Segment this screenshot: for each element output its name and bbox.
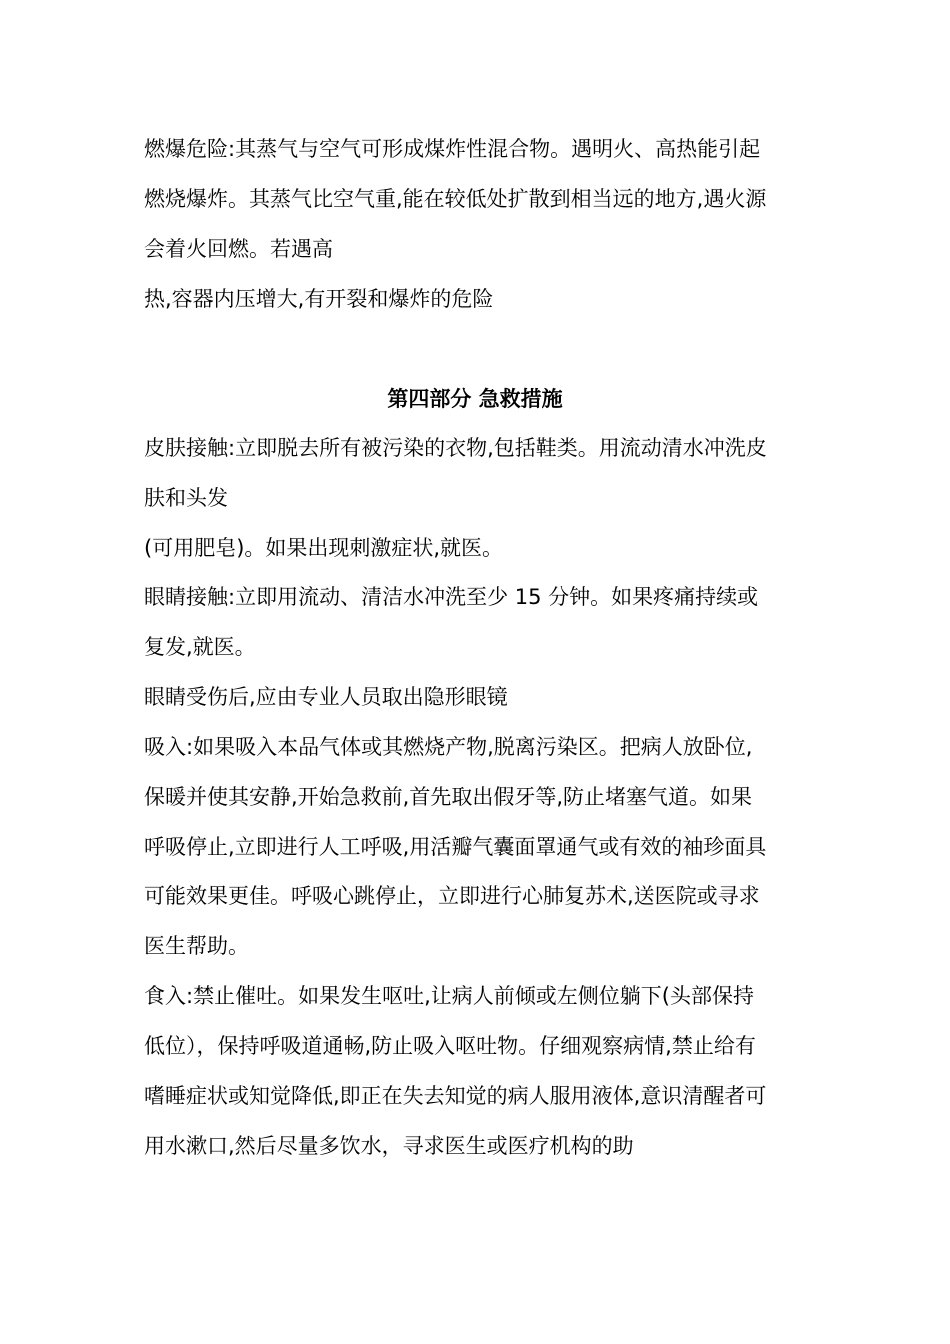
first-aid-line: 医生帮助。	[144, 934, 249, 958]
first-aid-line: 低位），保持呼吸道通畅,防止吸入呕吐物。仔细观察病情,禁止给有	[144, 1034, 756, 1058]
first-aid-line: 嗜睡症状或知觉降低,即正在失去知觉的病人服用液体,意识清醒者可	[144, 1084, 767, 1108]
first-aid-line: 眼睛受伤后,应由专业人员取出隐形眼镜	[144, 685, 508, 709]
hazard-line: 燃爆危险:其蒸气与空气可形成煤炸性混合物。遇明火、高热能引起	[144, 137, 761, 161]
first-aid-line: 眼睛接触:立即用流动、清洁水冲洗至少 15 分钟。如果疼痛持续或	[144, 585, 759, 609]
first-aid-line: 保暖并使其安静,开始急救前,首先取出假牙等,防止堵塞气道。如果	[144, 785, 753, 809]
first-aid-line: 食入:禁止催吐。如果发生呕吐,让病人前倾或左侧位躺下(头部保持	[144, 984, 754, 1008]
first-aid-line: 可能效果更佳。呼吸心跳停止，立即进行心肺复苏术,送医院或寻求	[144, 884, 760, 908]
first-aid-line: 用水漱口,然后尽量多饮水，寻求医生或医疗机构的助	[144, 1134, 634, 1158]
section-title: 第四部分 急救措施	[387, 387, 563, 411]
first-aid-line: 吸入:如果吸入本品气体或其燃烧产物,脱离污染区。把病人放卧位,	[144, 735, 753, 759]
first-aid-line: 复发,就医。	[144, 635, 256, 659]
first-aid-line: (可用肥皂)。如果出现刺激症状,就医。	[144, 536, 504, 560]
hazard-line: 会着火回燃。若遇高	[144, 237, 333, 261]
hazard-line: 燃烧爆炸。其蒸气比空气重,能在较低处扩散到相当远的地方,遇火源	[144, 187, 767, 211]
hazard-line: 热,容器内压增大,有开裂和爆炸的危险	[144, 287, 494, 311]
first-aid-line: 皮肤接触:立即脱去所有被污染的衣物,包括鞋类。用流动清水冲洗皮	[144, 436, 767, 460]
first-aid-line: 肤和头发	[144, 486, 228, 510]
first-aid-line: 呼吸停止,立即进行人工呼吸,用活瓣气囊面罩通气或有效的袖珍面具	[144, 835, 767, 859]
